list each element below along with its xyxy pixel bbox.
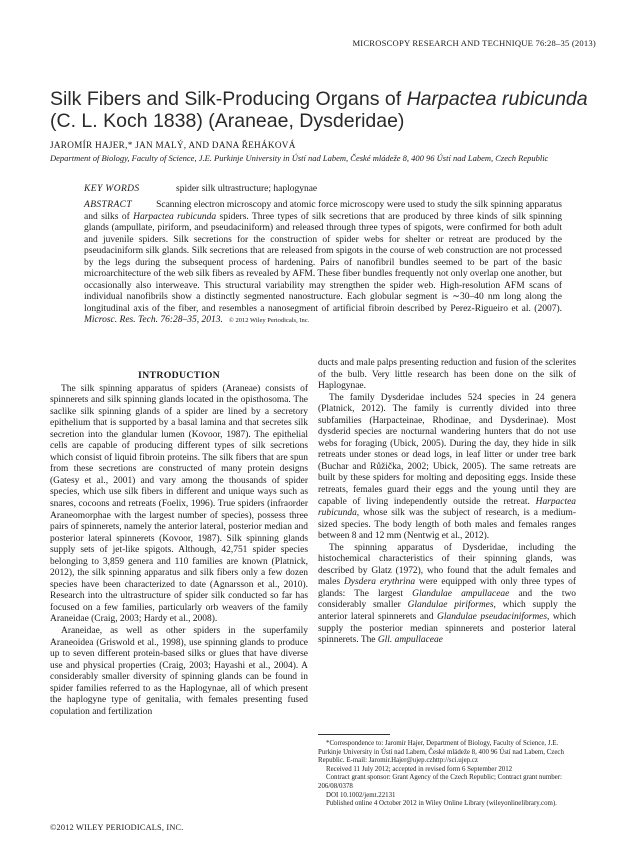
p5-text-c: and the two considerably smaller (318, 588, 576, 611)
title-part1: Silk Fibers and Silk-Producing Organs of (50, 88, 407, 110)
abstract (84, 200, 562, 327)
abstract-citation: Microsc. Res. Tech. 76:28–35, 2013. (84, 315, 223, 326)
left-column (50, 370, 308, 718)
footnotes (318, 740, 576, 809)
p5-species: Dysdera erythrina (343, 577, 416, 588)
introduction-heading: INTRODUCTION (138, 370, 220, 381)
p4-species: Harpactea rubicunda (318, 496, 576, 519)
keywords-label: KEY WORDS (84, 184, 140, 194)
paragraph-4 (318, 393, 576, 543)
title-species: Harpactea rubicunda (406, 88, 588, 110)
footnote-correspondence: *Correspondence to: Jaromír Hajer, Department of Biology, Faculty of Science, J.E. Purkinje University in Ústí nad Labem, České mládeže 8, 400 96 Ústí nad Labem, Czech Republic. E-mail: Jaromir.Hajer@ujep.czhttp://sci.ujep.cz (318, 740, 564, 765)
footnote-received: Received 11 July 2012; accepted in revised form 6 September 2012 (326, 765, 513, 773)
keywords-line (84, 184, 317, 194)
footnote-divider (318, 734, 390, 735)
footnote-grant: Contract grant sponsor: Grant Agency of the Czech Republic; Contract grant number: 206/08/0378 (318, 774, 562, 790)
p5-text-d: , which supply the anterior lateral spinnerets and (318, 600, 577, 623)
p5-gland-1: Glandulae ampullaceae (412, 588, 510, 599)
footnote-published: Published online 4 October 2012 in Wiley Online Library (wileyonlinelibrary.com). (326, 800, 557, 808)
paragraph-5 (318, 543, 576, 647)
p5-gland-3: Glandulae pseudaciniformes (437, 612, 548, 623)
keywords-text: spider silk ultrastructure; haplogynae (176, 184, 318, 194)
p4-end: , whose silk was the subject of research, is a medium-sized species. The body length of both males and females ranges between 8 and 12 mm (Nentwig et al., 2012). (318, 508, 576, 542)
abstract-copyright: © 2012 Wiley Periodicals, Inc. (228, 317, 310, 325)
p4-text: The family Dysderidae includes 524 species in 24 genera (Platnick, 2012). The family is currently divided into three subfamilies (Harpacteinae, Rhodinae, and Dysderinae). Most dysderid species are nocturnal wandering hunters that do not use webs for foraging (Ubick, 2005). During the day, they hide in silk retreats under stones or dead logs, in leaf litter or under tree bark (Buchar and Růžička, 2002; Ubick, 2005). The same retreats are built by these spiders for molting and depositing eggs. Inside these retreats, females guard their eggs and the young until they are capable of living independently outside the retreat. (318, 392, 576, 507)
journal-header: MICROSCOPY RESEARCH AND TECHNIQUE 76:28–35 (2013) (352, 38, 596, 48)
abstract-text-1: Scanning electron microscopy and atomic force microscopy were used to study the silk spinning apparatus and silks of (84, 200, 562, 222)
article-title (50, 88, 590, 132)
authors: JAROMÍR HAJER,* JAN MALÝ, AND DANA ŘEHÁKOVÁ (50, 140, 296, 150)
p5-text-a: The spinning apparatus of Dysderidae, including the histochemical characteristics of their spinning glands, was described by Glatz (1972), who found that the adult females and males (318, 542, 576, 588)
right-column (318, 358, 576, 647)
abstract-label: ABSTRACT (84, 200, 133, 210)
abstract-text-2: spiders. Three types of silk secretions that are produced by three kinds of silk spinning glands (ampullate, piriform, and pseudaciniform) and released through three types of spigots, were confirmed for both adult and juvenile spiders. Silk secretions for the construction of spider webs for shelter or retreat are produced by the pseudaciniform silk glands. Silk secretions that are released from spigots in the course of web construction are not processed by the legs during the subsequent process of hardening. Pairs of nanofibril bundles seemed to be part of the basic microarchitecture of the web silk fibers as revealed by AFM. These fiber bundles frequently not only overlap one another, but occasionally also interweave. This structural variability may strengthen the spider web. High-resolution AFM scans of individual nanofibrils show a distinctly segmented nanostructure. Each globular segment is ∼30–40 nm long along the longitudinal axis of the fiber, and resembles a nanosegment of artificial fibroin described by Perez-Rigueiro et al. (2007). (84, 211, 562, 314)
paragraph-3: ducts and male palps presenting reduction and fusion of the sclerites of the bulb. Very little research has been done on the silk of Haplogynae. (318, 358, 576, 392)
footer-copyright: ©2012 WILEY PERIODICALS, INC. (50, 823, 184, 832)
paragraph-1: The silk spinning apparatus of spiders (Araneae) consists of spinnerets and silk spinning glands located in the opisthosoma. The saclike silk spinning glands of a spider are lined by a secretory epithelium that is supported by a basal lamina and that secretes silk secretion into the glandular lumen (Kovoor, 1987). The epithelial cells are capable of producing different types of silk secretions which consist of liquid fibroin proteins. The silk fibers that are spun from these secretions are constructed of many protein designs (Gatesy et al., 2001) and vary among the thousands of spider species, which use silk fibers in different and unique ways such as snares, cocoons and retreats (Foelix, 1996). True spiders (infraorder Araneomorphae with the largest number of species), possess three pairs of spinnerets, namely the anterior lateral, posterior median and posterior lateral spinnerets (Kovoor, 1987). Silk spinning glands supply sets of jet-like spigots. Although, 42,751 spider species belonging to 3,859 genera and 110 families are known (Platnick, 2012), the silk spinning apparatus and silk fibers only a few dozen species have been characterized to date (Agnarsson et al., 2010). Research into the ultrastructure of spider silk conducted so far has focused on a few families, particularly orb weavers of the family Araneidae (Craig, 2003; Hardy et al., 2008). (50, 383, 308, 625)
p5-text-e: , which supply the posterior median spinnerets and posterior lateral spinnerets. The (318, 612, 576, 646)
abstract-species: Harpactea rubicunda (133, 211, 217, 222)
p5-text-b: were equipped with only three types of glands: The largest (318, 577, 576, 599)
paragraph-2: Araneidae, as well as other spiders in the superfamily Araneoidea (Griswold et al., 1998), use spinning glands to produce up to seven different protein-based silks or glues that have diverse use and physical properties (Craig, 2003; Hayashi et al., 2004). A considerably smaller diversity of spinning glands can be found in spider families referred to as the Haplogynae, all of which present the haplogyne type of genitalia, with females presenting fused copulation and fertilization (50, 626, 308, 717)
affiliation: Department of Biology, Faculty of Science, J.E. Purkinje University in Ústí nad Labem, České mládeže 8, 400 96 Ústí nad Labem, Czech Republic (50, 153, 549, 163)
footnote-doi: DOI 10.1002/jemt.22131 (326, 791, 396, 799)
title-part2: (C. L. Koch 1838) (Araneae, Dysderidae) (50, 110, 405, 132)
p5-gland-2: Glandulae piriformes (407, 600, 494, 611)
p5-gland-4: Gll. ampullaceae (377, 635, 443, 646)
